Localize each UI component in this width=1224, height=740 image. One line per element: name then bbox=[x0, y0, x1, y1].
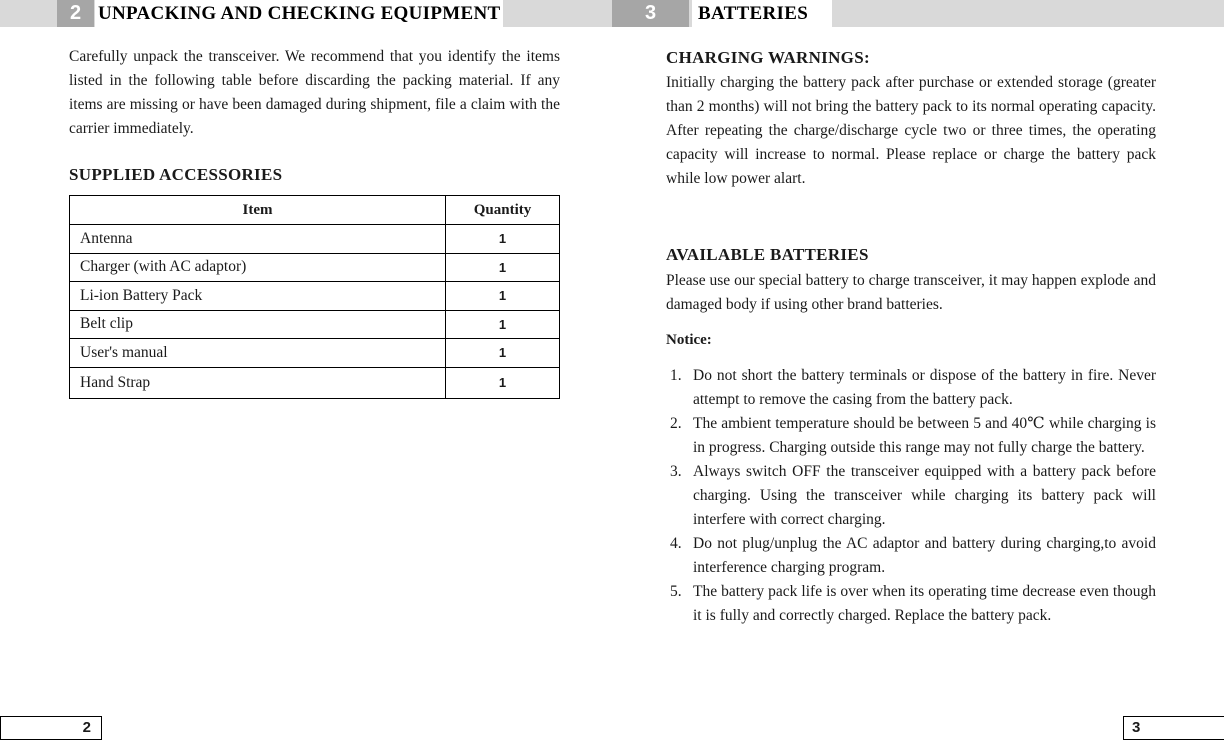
table-cell-quantity: 1 bbox=[446, 339, 560, 368]
page-number: 3 bbox=[1123, 716, 1224, 740]
list-item-number: 3. bbox=[670, 463, 682, 480]
table-row bbox=[70, 310, 560, 339]
list-item bbox=[666, 364, 1156, 412]
charging-warnings-heading: CHARGING WARNINGS: bbox=[666, 48, 870, 67]
table-header-quantity: Quantity bbox=[446, 196, 560, 225]
list-item-number: 4. bbox=[670, 535, 682, 552]
list-item-text: The ambient temperature should be between 5 and 40℃ while charging is in progress. Charging outside this range may not fully charge the battery. bbox=[693, 415, 1156, 456]
table-row bbox=[70, 282, 560, 311]
section-title: BATTERIES bbox=[692, 0, 832, 27]
accessories-heading: SUPPLIED ACCESSORIES bbox=[69, 165, 283, 184]
section-number: 2 bbox=[57, 0, 94, 27]
list-item-text: Always switch OFF the transceiver equipped with a battery pack before charging. Using the transceiver while charging its battery pack will interfere with correct charging. bbox=[693, 463, 1156, 528]
table-cell-item: User's manual bbox=[70, 339, 446, 368]
available-batteries-paragraph: Please use our special battery to charge transceiver, it may happen explode and damaged body if using other brand batteries. bbox=[666, 272, 1156, 313]
table-cell-item: Belt clip bbox=[70, 310, 446, 339]
accessories-table bbox=[69, 195, 560, 399]
table-row bbox=[70, 339, 560, 368]
table-cell-item: Antenna bbox=[70, 225, 446, 254]
table-cell-item: Charger (with AC adaptor) bbox=[70, 253, 446, 282]
table-cell-quantity: 1 bbox=[446, 367, 560, 398]
list-item-number: 2. bbox=[670, 415, 682, 432]
available-batteries-heading: AVAILABLE BATTERIES bbox=[666, 245, 869, 264]
notice-label: Notice: bbox=[666, 332, 712, 348]
list-item-text: The battery pack life is over when its operating time decrease even though it is fully and correctly charged. Replace the battery pack. bbox=[693, 583, 1156, 624]
table-cell-quantity: 1 bbox=[446, 310, 560, 339]
intro-paragraph: Carefully unpack the transceiver. We recommend that you identify the items listed in the following table before discarding the packing material. If any items are missing or have been damaged during shipment, file a claim with the carrier immediately. bbox=[69, 48, 560, 137]
table-row bbox=[70, 367, 560, 398]
page-number: 2 bbox=[0, 716, 102, 740]
list-item bbox=[666, 532, 1156, 580]
table-cell-quantity: 1 bbox=[446, 225, 560, 254]
list-item-text: Do not short the battery terminals or dispose of the battery in fire. Never attempt to remove the casing from the battery pack. bbox=[693, 367, 1156, 408]
list-item bbox=[666, 580, 1156, 628]
section-title: UNPACKING AND CHECKING EQUIPMENT bbox=[95, 0, 503, 27]
table-cell-item: Hand Strap bbox=[70, 367, 446, 398]
list-item bbox=[666, 460, 1156, 532]
list-item-text: Do not plug/unplug the AC adaptor and battery during charging,to avoid interference charging program. bbox=[693, 535, 1156, 576]
table-header-row bbox=[70, 196, 560, 225]
table-cell-quantity: 1 bbox=[446, 282, 560, 311]
section-number: 3 bbox=[612, 0, 689, 27]
table-header-item: Item bbox=[70, 196, 446, 225]
list-item bbox=[666, 412, 1156, 460]
list-item-number: 5. bbox=[670, 583, 682, 600]
table-row bbox=[70, 225, 560, 254]
list-item-number: 1. bbox=[670, 367, 682, 384]
table-cell-quantity: 1 bbox=[446, 253, 560, 282]
charging-warnings-paragraph: Initially charging the battery pack after purchase or extended storage (greater than 2 months) will not bring the battery pack to its normal operating capacity. After repeating the charge/discharge cycle two or three times, the operating capacity will increase to normal. Please replace or charge the battery pack while low power alart. bbox=[666, 74, 1156, 187]
table-cell-item: Li-ion Battery Pack bbox=[70, 282, 446, 311]
notice-list bbox=[666, 364, 1156, 628]
table-row bbox=[70, 253, 560, 282]
